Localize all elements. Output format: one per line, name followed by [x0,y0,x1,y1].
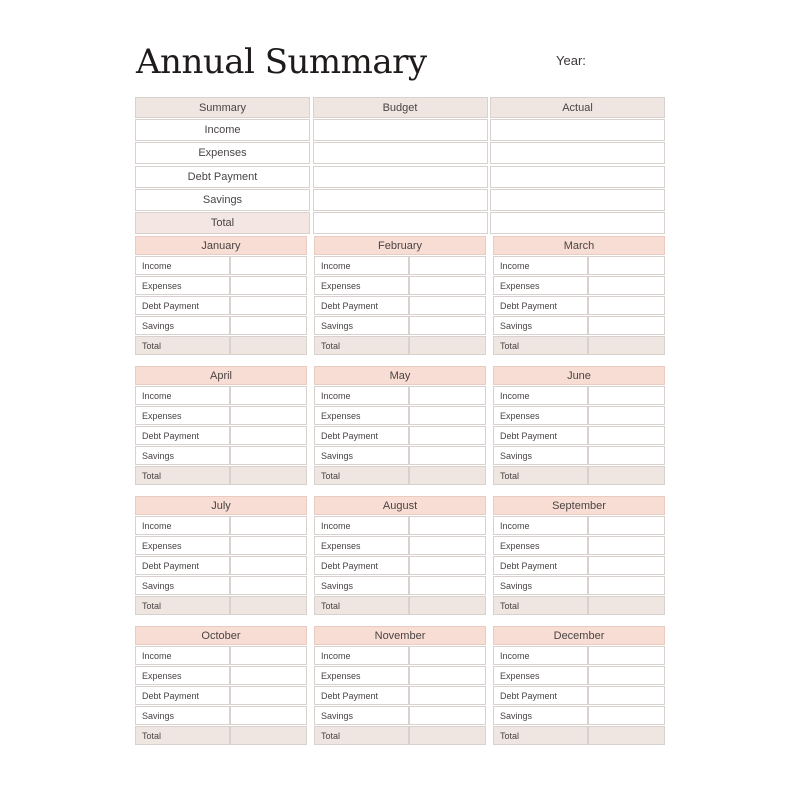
month-value-cell[interactable] [409,316,486,335]
month-value-cell[interactable] [588,296,665,315]
month-value-cell[interactable] [588,576,665,595]
month-block-january [135,236,307,357]
month-row-label: Income [135,516,230,535]
month-value-cell[interactable] [230,576,307,595]
month-value-cell[interactable] [588,426,665,445]
month-value-cell[interactable] [409,516,486,535]
month-row-label: Income [314,516,409,535]
month-row-label: Expenses [493,536,588,555]
year-label: Year: [556,53,586,68]
month-value-cell[interactable] [588,686,665,705]
month-value-cell[interactable] [409,726,486,745]
budget-savings-cell[interactable] [313,189,488,211]
month-value-cell[interactable] [588,336,665,355]
actual-total-cell[interactable] [490,212,665,234]
month-row-label: Debt Payment [135,426,230,445]
month-row-label: Savings [314,446,409,465]
month-row-label: Expenses [314,536,409,555]
actual-income-cell[interactable] [490,119,665,141]
month-value-cell[interactable] [588,466,665,485]
month-value-cell[interactable] [230,646,307,665]
month-row-label: Income [135,386,230,405]
month-row-label: Expenses [135,666,230,685]
month-value-cell[interactable] [230,426,307,445]
month-row-label: Savings [135,446,230,465]
month-row-label: Total [135,336,230,355]
month-row-label: Expenses [314,276,409,295]
month-row-label: Expenses [314,406,409,425]
summary-row-label: Expenses [135,142,310,164]
month-value-cell[interactable] [588,446,665,465]
month-row-label: Income [314,646,409,665]
summary-column-header: Summary [135,97,310,118]
month-header: December [493,626,665,645]
month-row-label: Income [493,516,588,535]
month-row-label: Savings [493,706,588,725]
month-value-cell[interactable] [230,446,307,465]
month-row-label: Total [493,466,588,485]
month-value-cell[interactable] [588,536,665,555]
month-value-cell[interactable] [230,726,307,745]
month-value-cell[interactable] [409,426,486,445]
month-value-cell[interactable] [409,686,486,705]
month-row-label: Savings [135,706,230,725]
month-row-label: Debt Payment [135,296,230,315]
month-value-cell[interactable] [588,256,665,275]
month-row-label: Total [314,726,409,745]
month-row-label: Income [314,386,409,405]
month-value-cell[interactable] [409,336,486,355]
month-row-label: Expenses [493,666,588,685]
month-value-cell[interactable] [409,276,486,295]
budget-income-cell[interactable] [313,119,488,141]
month-header: May [314,366,486,385]
month-row-label: Savings [314,706,409,725]
month-row-label: Income [314,256,409,275]
month-header: June [493,366,665,385]
month-row-label: Expenses [493,276,588,295]
month-row-label: Income [493,256,588,275]
month-value-cell[interactable] [409,646,486,665]
month-row-label: Total [493,596,588,615]
summary-row-label: Debt Payment [135,166,310,188]
month-value-cell[interactable] [230,296,307,315]
month-row-label: Expenses [314,666,409,685]
month-row-label: Savings [135,576,230,595]
month-header: October [135,626,307,645]
month-row-label: Debt Payment [493,426,588,445]
summary-total-label: Total [135,212,310,234]
month-value-cell[interactable] [409,386,486,405]
month-row-label: Income [135,646,230,665]
actual-column-header: Actual [490,97,665,118]
month-block-september [493,496,665,617]
month-value-cell[interactable] [588,386,665,405]
month-value-cell[interactable] [588,646,665,665]
annual-summary-table [135,97,665,234]
month-row-label: Savings [493,316,588,335]
month-block-march [493,236,665,357]
month-block-august [314,496,486,617]
month-value-cell[interactable] [230,276,307,295]
month-row-label: Total [135,466,230,485]
month-row-label: Debt Payment [493,686,588,705]
month-row-label: Income [135,256,230,275]
month-value-cell[interactable] [230,706,307,725]
budget-column-header: Budget [313,97,488,118]
month-value-cell[interactable] [588,556,665,575]
month-value-cell[interactable] [230,386,307,405]
month-value-cell[interactable] [409,406,486,425]
month-value-cell[interactable] [409,296,486,315]
month-value-cell[interactable] [230,556,307,575]
month-row-label: Debt Payment [314,686,409,705]
month-block-december [493,626,665,747]
month-header: November [314,626,486,645]
month-row-label: Debt Payment [314,426,409,445]
month-value-cell[interactable] [409,576,486,595]
month-row-label: Savings [314,576,409,595]
month-value-cell[interactable] [588,706,665,725]
month-value-cell[interactable] [230,596,307,615]
month-row-label: Expenses [135,406,230,425]
budget-debt-payment-cell[interactable] [313,166,488,188]
month-row-label: Savings [493,446,588,465]
month-value-cell[interactable] [409,596,486,615]
month-value-cell[interactable] [230,666,307,685]
month-row-label: Total [314,336,409,355]
summary-row-label: Income [135,119,310,141]
month-value-cell[interactable] [409,256,486,275]
page-title: Annual Summary [136,42,427,82]
month-value-cell[interactable] [230,406,307,425]
month-block-may [314,366,486,487]
month-header: August [314,496,486,515]
month-header: July [135,496,307,515]
month-row-label: Total [135,596,230,615]
month-row-label: Expenses [493,406,588,425]
month-row-label: Total [493,336,588,355]
month-value-cell[interactable] [230,536,307,555]
month-row-label: Total [314,596,409,615]
month-block-july [135,496,307,617]
month-row-label: Debt Payment [135,556,230,575]
budget-expenses-cell[interactable] [313,142,488,164]
month-header: April [135,366,307,385]
month-row-label: Savings [135,316,230,335]
summary-row-label: Savings [135,189,310,211]
month-header: February [314,236,486,255]
month-value-cell[interactable] [588,516,665,535]
month-row-label: Debt Payment [493,296,588,315]
actual-debt-payment-cell[interactable] [490,166,665,188]
month-value-cell[interactable] [409,446,486,465]
month-value-cell[interactable] [588,596,665,615]
monthly-grid [135,236,665,747]
month-value-cell[interactable] [588,726,665,745]
budget-total-cell[interactable] [313,212,488,234]
month-row-label: Savings [493,576,588,595]
month-value-cell[interactable] [230,516,307,535]
month-row-label: Total [493,726,588,745]
month-row-label: Income [493,386,588,405]
month-value-cell[interactable] [409,706,486,725]
month-value-cell[interactable] [409,666,486,685]
month-row-label: Debt Payment [314,556,409,575]
month-row-label: Income [493,646,588,665]
month-row-label: Expenses [135,276,230,295]
month-value-cell[interactable] [230,316,307,335]
month-value-cell[interactable] [230,256,307,275]
month-row-label: Total [135,726,230,745]
month-row-label: Total [314,466,409,485]
month-value-cell[interactable] [588,316,665,335]
actual-expenses-cell[interactable] [490,142,665,164]
month-header: September [493,496,665,515]
month-block-february [314,236,486,357]
month-block-april [135,366,307,487]
month-value-cell[interactable] [230,466,307,485]
month-value-cell[interactable] [230,686,307,705]
month-value-cell[interactable] [409,556,486,575]
month-value-cell[interactable] [409,466,486,485]
month-value-cell[interactable] [588,406,665,425]
month-block-november [314,626,486,747]
month-row-label: Savings [314,316,409,335]
actual-savings-cell[interactable] [490,189,665,211]
month-row-label: Expenses [135,536,230,555]
month-block-june [493,366,665,487]
month-value-cell[interactable] [588,276,665,295]
month-row-label: Debt Payment [135,686,230,705]
month-value-cell[interactable] [409,536,486,555]
month-value-cell[interactable] [230,336,307,355]
month-block-october [135,626,307,747]
month-header: March [493,236,665,255]
month-value-cell[interactable] [588,666,665,685]
month-header: January [135,236,307,255]
month-row-label: Debt Payment [314,296,409,315]
month-row-label: Debt Payment [493,556,588,575]
